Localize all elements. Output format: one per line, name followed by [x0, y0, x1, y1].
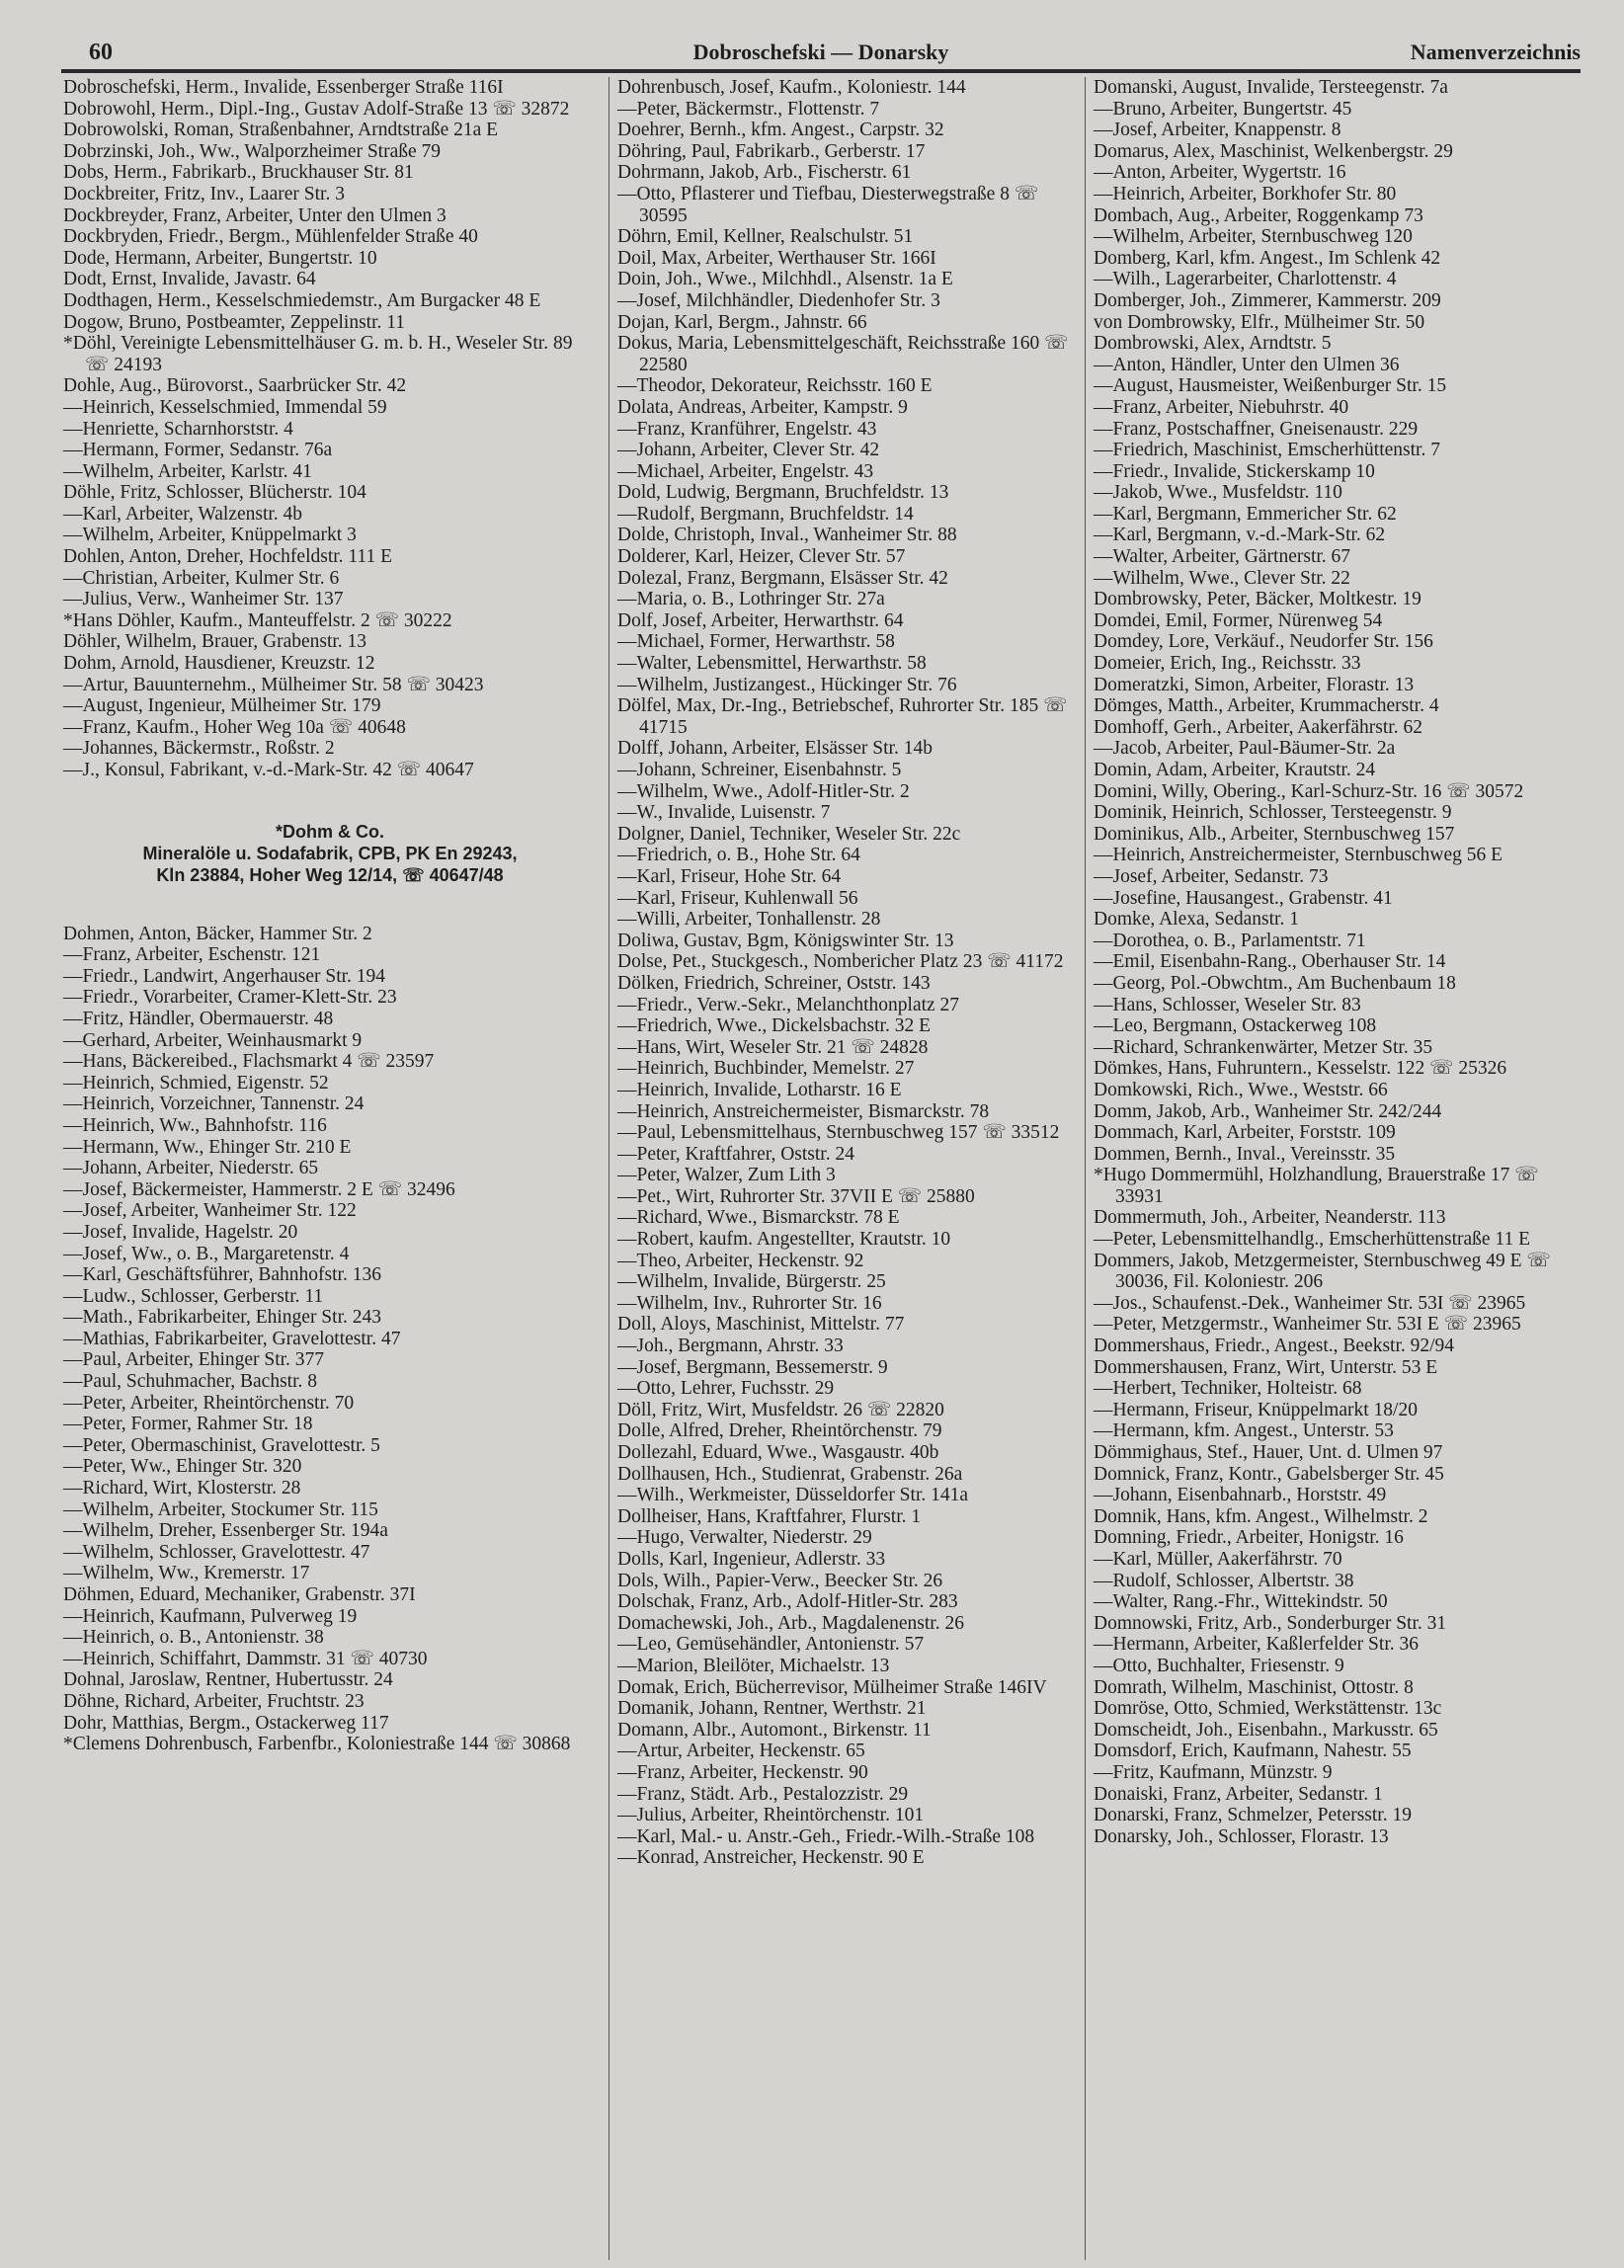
- directory-entry: —Heinrich, Buchbinder, Memelstr. 27: [617, 1058, 915, 1080]
- directory-entry: —Artur, Arbeiter, Heckenstr. 65: [617, 1741, 865, 1762]
- directory-entry: —Heinrich, Kesselschmied, Immendal 59: [63, 396, 387, 418]
- directory-entry: Doliwa, Gustav, Bgm, Königswinter Str. 13: [617, 930, 954, 951]
- directory-entry: —Fritz, Händler, Obermauerstr. 48: [63, 1008, 334, 1029]
- directory-entry: Dohle, Aug., Bürovorst., Saarbrücker Str. 42: [63, 375, 407, 397]
- directory-entry: Döhring, Paul, Fabrikarb., Gerberstr. 17: [617, 140, 926, 162]
- directory-entry: Domeratzki, Simon, Arbeiter, Florastr. 13: [1094, 674, 1415, 695]
- directory-entry: —Michael, Former, Herwarthstr. 58: [617, 631, 895, 653]
- directory-entry: Domdei, Emil, Former, Nürenweg 54: [1094, 609, 1383, 631]
- directory-entry: —Wilhelm, Inv., Ruhrorter Str. 16: [617, 1292, 882, 1314]
- directory-entry: —Peter, Obermaschinist, Gravelottestr. 5: [63, 1434, 380, 1456]
- directory-entry: —Franz, Arbeiter, Niebuhrstr. 40: [1094, 396, 1349, 418]
- directory-entry: —Johannes, Bäckermstr., Roßstr. 2: [63, 738, 335, 760]
- directory-entry: —Karl, Bergmann, v.-d.-Mark-Str. 62: [1094, 525, 1386, 546]
- directory-entry: Domrath, Wilhelm, Maschinist, Ottostr. 8: [1094, 1676, 1414, 1698]
- directory-entry: —Josef, Bäckermeister, Hammerstr. 2 E ☏ 32496: [63, 1178, 455, 1200]
- directory-entry: —Julius, Arbeiter, Rheintörchenstr. 101: [617, 1805, 925, 1826]
- directory-entry: Dommers, Jakob, Metzgermeister, Sternbuschweg 49 E ☏ 30036, Fil. Koloniestr. 206: [1094, 1250, 1551, 1293]
- directory-entry: Dollheiser, Hans, Kraftfahrer, Flurstr. 1: [617, 1505, 922, 1527]
- directory-entry: Dohrmann, Jakob, Arb., Fischerstr. 61: [617, 162, 912, 184]
- directory-entry: Dolata, Andreas, Arbeiter, Kampstr. 9: [617, 396, 908, 418]
- directory-entry: Dollezahl, Eduard, Wwe., Wasgaustr. 40b: [617, 1442, 939, 1463]
- directory-entry: —Robert, kaufm. Angestellter, Krautstr. 10: [617, 1229, 951, 1251]
- directory-entry: Dömges, Matth., Arbeiter, Krummacherstr. 4: [1094, 695, 1439, 717]
- directory-entry: —Peter, Kraftfahrer, Oststr. 24: [617, 1143, 854, 1165]
- column-3: [1085, 77, 1587, 2260]
- directory-entry: Dömmighaus, Stef., Hauer, Unt. d. Ulmen 97: [1094, 1442, 1443, 1463]
- directory-entry: —Paul, Schuhmacher, Bachstr. 8: [63, 1371, 318, 1393]
- directory-entry: —Leo, Gemüsehändler, Antonienstr. 57: [617, 1634, 925, 1656]
- directory-entry: —Heinrich, Schiffahrt, Dammstr. 31 ☏ 40730: [63, 1648, 428, 1669]
- directory-entry: Domröse, Otto, Schmied, Werkstättenstr. 13c: [1094, 1698, 1442, 1720]
- directory-entry: Dols, Wilh., Papier-Verw., Beecker Str. 26: [617, 1570, 943, 1591]
- directory-entry: —Heinrich, Schmied, Eigenstr. 52: [63, 1072, 329, 1094]
- directory-entry: —Michael, Arbeiter, Engelstr. 43: [617, 460, 874, 482]
- directory-entry: —Peter, Ww., Ehinger Str. 320: [63, 1456, 302, 1478]
- directory-entry: *Hans Döhler, Kaufm., Manteuffelstr. 2 ☏ 30222: [63, 609, 452, 631]
- directory-entry: Domini, Willy, Obering., Karl-Schurz-Str. 16 ☏ 30572: [1094, 780, 1524, 802]
- directory-entry: —Artur, Bauunternehm., Mülheimer Str. 58 ☏ 30423: [63, 674, 484, 695]
- directory-entry: Dominikus, Alb., Arbeiter, Sternbuschweg 157: [1094, 823, 1455, 845]
- directory-entry: —August, Ingenieur, Mülheimer Str. 179: [63, 695, 381, 717]
- directory-entry: Dohm, Arnold, Hausdiener, Kreuzstr. 12: [63, 653, 375, 675]
- directory-entry: —Anton, Arbeiter, Wygertstr. 16: [1094, 162, 1346, 184]
- directory-entry: Doil, Max, Arbeiter, Werthauser Str. 166I: [617, 247, 936, 269]
- directory-entry: Döhne, Richard, Arbeiter, Fruchtstr. 23: [63, 1690, 365, 1712]
- directory-entry: —Walter, Lebensmittel, Herwarthstr. 58: [617, 653, 927, 675]
- directory-entry: Donarsky, Joh., Schlosser, Florastr. 13: [1094, 1825, 1389, 1847]
- directory-entry: —Karl, Müller, Aakerfährstr. 70: [1094, 1548, 1342, 1570]
- directory-entry: —Leo, Bergmann, Ostackerweg 108: [1094, 1015, 1377, 1037]
- directory-entry: Dollhausen, Hch., Studienrat, Grabenstr. 26a: [617, 1463, 963, 1485]
- directory-entry: —Johann, Arbeiter, Clever Str. 42: [617, 440, 880, 461]
- directory-entry: Donarski, Franz, Schmelzer, Petersstr. 19: [1094, 1805, 1412, 1826]
- directory-entry: Dommermuth, Joh., Arbeiter, Neanderstr. 113: [1094, 1207, 1446, 1229]
- directory-entry: —Wilhelm, Dreher, Essenberger Str. 194a: [63, 1520, 388, 1542]
- directory-entry: Dobs, Herm., Fabrikarb., Bruckhauser Str. 81: [63, 162, 414, 184]
- directory-entry: Döhmen, Eduard, Mechaniker, Grabenstr. 37I: [63, 1584, 416, 1605]
- directory-entry: —Friedrich, o. B., Hohe Str. 64: [617, 845, 860, 866]
- directory-entry: —Mathias, Fabrikarbeiter, Gravelottestr. 47: [63, 1328, 401, 1349]
- directory-entry: Dölken, Friedrich, Schreiner, Oststr. 143: [617, 972, 931, 994]
- directory-entry: —Paul, Lebensmittelhaus, Sternbuschweg 157 ☏ 33512: [617, 1122, 1060, 1144]
- ad-line-1: Mineralöle u. Sodafabrik, CPB, PK En 29243,: [142, 843, 518, 863]
- directory-entry: —Bruno, Arbeiter, Bungertstr. 45: [1094, 98, 1352, 120]
- directory-entry: Dockbreyder, Franz, Arbeiter, Unter den Ulmen 3: [63, 204, 447, 226]
- directory-entry: Dommach, Karl, Arbeiter, Forststr. 109: [1094, 1122, 1396, 1144]
- directory-entry: —Friedrich, Wwe., Dickelsbachstr. 32 E: [617, 1015, 931, 1037]
- directory-entry: Domkowski, Rich., Wwe., Weststr. 66: [1094, 1079, 1388, 1100]
- directory-entry: —Maria, o. B., Lothringer Str. 27a: [617, 589, 885, 610]
- directory-entry: —Heinrich, Ww., Bahnhofstr. 116: [63, 1114, 327, 1136]
- directory-entry: —Josef, Arbeiter, Wanheimer Str. 122: [63, 1200, 357, 1222]
- directory-entry: Döll, Fritz, Wirt, Musfeldstr. 26 ☏ 22820: [617, 1399, 944, 1420]
- directory-entry: —Henriette, Scharnhorststr. 4: [63, 418, 293, 440]
- directory-entry: Domke, Alexa, Sedanstr. 1: [1094, 909, 1299, 931]
- section-title: Namenverzeichnis: [1410, 40, 1581, 64]
- directory-entry: —Wilhelm, Ww., Kremerstr. 17: [63, 1563, 310, 1584]
- column-1: [63, 77, 597, 1755]
- directory-entry: —Hermann, Arbeiter, Kaßlerfelder Str. 36: [1094, 1634, 1419, 1656]
- directory-entry: —Julius, Verw., Wanheimer Str. 137: [63, 589, 344, 610]
- ad-company-name: *Dohm & Co.: [276, 821, 384, 842]
- directory-entry: Dohrenbusch, Josef, Kaufm., Koloniestr. 144: [617, 77, 966, 98]
- directory-entry: —Wilhelm, Arbeiter, Stockumer Str. 115: [63, 1498, 378, 1520]
- directory-entry: —Friedr., Verw.-Sekr., Melanchthonplatz 27: [617, 994, 960, 1015]
- directory-entry: —Jos., Schaufenst.-Dek., Wanheimer Str. 53I ☏ 23965: [1094, 1292, 1526, 1314]
- directory-entry: —Walter, Arbeiter, Gärtnerstr. 67: [1094, 546, 1351, 568]
- directory-entry: —Wilhelm, Justizangest., Hückinger Str. 76: [617, 674, 957, 695]
- directory-entry: —August, Hausmeister, Weißenburger Str. 15: [1094, 375, 1447, 397]
- directory-entry: —Wilhelm, Arbeiter, Knüppelmarkt 3: [63, 525, 357, 546]
- directory-entry: Dohmen, Anton, Bäcker, Hammer Str. 2: [63, 923, 372, 944]
- directory-entry: Dolgner, Daniel, Techniker, Weseler Str. 22c: [617, 823, 961, 845]
- directory-entry: Domachewski, Joh., Arb., Magdalenenstr. 26: [617, 1612, 964, 1634]
- directory-entry: Dodt, Ernst, Invalide, Javastr. 64: [63, 269, 316, 290]
- directory-entry: —Friedr., Invalide, Stickerskamp 10: [1094, 460, 1375, 482]
- directory-entry: —Hans, Bäckereibed., Flachsmarkt 4 ☏ 23597: [63, 1051, 435, 1073]
- directory-entry: —Richard, Wirt, Klosterstr. 28: [63, 1478, 301, 1499]
- directory-entry: —Heinrich, Invalide, Lotharstr. 16 E: [617, 1079, 902, 1100]
- directory-entry: Dolse, Pet., Stuckgesch., Nombericher Platz 23 ☏ 41172: [617, 951, 1064, 973]
- directory-entry: —Friedr., Landwirt, Angerhauser Str. 194: [63, 965, 386, 987]
- directory-entry: Dobrzinski, Joh., Ww., Walporzheimer Straße 79: [63, 140, 442, 162]
- directory-entry: —Jakob, Wwe., Musfeldstr. 110: [1094, 482, 1342, 504]
- directory-entry: —Otto, Buchhalter, Friesenstr. 9: [1094, 1655, 1344, 1676]
- directory-entry: —Marion, Bleilöter, Michaelstr. 13: [617, 1655, 890, 1676]
- directory-entry: —Fritz, Kaufmann, Münzstr. 9: [1094, 1761, 1333, 1783]
- directory-entry: Dombach, Aug., Arbeiter, Roggenkamp 73: [1094, 204, 1423, 226]
- directory-entry: Dokus, Maria, Lebensmittelgeschäft, Reichsstraße 160 ☏ 22580: [617, 333, 1069, 375]
- directory-entry: —Otto, Pflasterer und Tiefbau, Diesterwegstraße 8 ☏ 30595: [617, 183, 1039, 226]
- column-2: [609, 77, 1078, 2260]
- directory-entry: Domsdorf, Erich, Kaufmann, Nahestr. 55: [1094, 1741, 1412, 1762]
- directory-entry: —Peter, Former, Rahmer Str. 18: [63, 1414, 313, 1435]
- directory-entry: —Rudolf, Bergmann, Bruchfeldstr. 14: [617, 503, 914, 525]
- directory-entry: Dobrowolski, Roman, Straßenbahner, Arndtstraße 21a E: [63, 120, 499, 141]
- directory-entry: Domarus, Alex, Maschinist, Welkenbergstr. 29: [1094, 140, 1453, 162]
- directory-entry: —Joh., Bergmann, Ahrstr. 33: [617, 1336, 844, 1357]
- directory-entry: —Walter, Rang.-Fhr., Wittekindstr. 50: [1094, 1591, 1388, 1613]
- directory-entry: Domscheidt, Joh., Eisenbahn., Markusstr. 65: [1094, 1719, 1438, 1741]
- directory-entry: —Wilhelm, Wwe., Adolf-Hitler-Str. 2: [617, 780, 910, 802]
- directory-entry: —Paul, Arbeiter, Ehinger Str. 377: [63, 1349, 325, 1371]
- directory-entry: —Franz, Kaufm., Hoher Weg 10a ☏ 40648: [63, 716, 406, 738]
- directory-entry: Dommershaus, Friedr., Angest., Beekstr. 92/94: [1094, 1336, 1455, 1357]
- directory-entry: Domberger, Joh., Zimmerer, Kammerstr. 209: [1094, 289, 1441, 311]
- directory-entry: —W., Invalide, Luisenstr. 7: [617, 802, 831, 824]
- directory-entry: —Josef, Milchhändler, Diedenhofer Str. 3: [617, 289, 940, 311]
- directory-entry: Domanik, Johann, Rentner, Werthstr. 21: [617, 1698, 927, 1720]
- directory-entry: Domeier, Erich, Ing., Reichsstr. 33: [1094, 653, 1361, 675]
- directory-entry: von Dombrowsky, Elfr., Mülheimer Str. 50: [1094, 311, 1425, 333]
- directory-entry: —Wilh., Werkmeister, Düsseldorfer Str. 141a: [617, 1485, 969, 1506]
- directory-entry: —Hermann, kfm. Angest., Unterstr. 53: [1094, 1420, 1394, 1442]
- directory-entry: —Josefine, Hausangest., Grabenstr. 41: [1094, 887, 1393, 909]
- directory-entry: —Hans, Wirt, Weseler Str. 21 ☏ 24828: [617, 1036, 929, 1058]
- directory-entry: —Anton, Händler, Unter den Ulmen 36: [1094, 354, 1400, 375]
- directory-entry: —Wilhelm, Arbeiter, Sternbuschweg 120: [1094, 226, 1413, 248]
- directory-entry: Domnick, Franz, Kontr., Gabelsberger Str. 45: [1094, 1463, 1444, 1485]
- directory-entry: Dolderer, Karl, Heizer, Clever Str. 57: [617, 546, 906, 568]
- directory-entry: Döhle, Fritz, Schlosser, Blücherstr. 104: [63, 482, 366, 504]
- directory-entry: Dolle, Alfred, Dreher, Rheintörchenstr. 79: [617, 1420, 942, 1442]
- directory-entry: Dojan, Karl, Bergm., Jahnstr. 66: [617, 311, 867, 333]
- directory-entry: Doll, Aloys, Maschinist, Mittelstr. 77: [617, 1314, 905, 1336]
- directory-entry: —Herbert, Techniker, Holteistr. 68: [1094, 1378, 1362, 1400]
- directory-entry: Domm, Jakob, Arb., Wanheimer Str. 242/244: [1094, 1100, 1442, 1122]
- directory-entry: Dombrowsky, Peter, Bäcker, Moltkestr. 19: [1094, 589, 1421, 610]
- directory-entry: —Franz, Kranführer, Engelstr. 43: [617, 418, 877, 440]
- directory-entry: —Pet., Wirt, Ruhrorter Str. 37VII E ☏ 25880: [617, 1185, 975, 1207]
- page-title: Dobroschefski — Donarsky: [692, 40, 949, 64]
- directory-entry: Dommen, Bernh., Inval., Vereinsstr. 35: [1094, 1143, 1396, 1165]
- directory-entry: Dode, Hermann, Arbeiter, Bungertstr. 10: [63, 247, 377, 269]
- directory-entry: —Ludw., Schlosser, Gerberstr. 11: [63, 1285, 324, 1307]
- directory-entry: Domdey, Lore, Verkäuf., Neudorfer Str. 156: [1094, 631, 1433, 653]
- directory-entry: —Wilhelm, Wwe., Clever Str. 22: [1094, 567, 1350, 589]
- directory-entry: Dohnal, Jaroslaw, Rentner, Hubertusstr. 24: [63, 1669, 393, 1691]
- directory-entry: —Karl, Bergmann, Emmericher Str. 62: [1094, 503, 1397, 525]
- directory-entry: —Johann, Eisenbahnarb., Horststr. 49: [1094, 1485, 1387, 1506]
- directory-entry: —Wilhelm, Invalide, Bürgerstr. 25: [617, 1271, 886, 1293]
- directory-entry: Dolls, Karl, Ingenieur, Adlerstr. 33: [617, 1548, 886, 1570]
- directory-entry: —Heinrich, Arbeiter, Borkhofer Str. 80: [1094, 183, 1397, 204]
- directory-entry: —Hermann, Former, Sedanstr. 76a: [63, 440, 333, 461]
- directory-entry: —Hermann, Ww., Ehinger Str. 210 E: [63, 1136, 352, 1158]
- directory-entry: Domak, Erich, Bücherrevisor, Mülheimer Straße 146IV: [617, 1676, 1047, 1698]
- directory-entry: —Hermann, Friseur, Knüppelmarkt 18/20: [1094, 1399, 1418, 1420]
- directory-entry: —Wilh., Lagerarbeiter, Charlottenstr. 4: [1094, 269, 1397, 290]
- directory-entry: —Peter, Lebensmittelhandlg., Emscherhüttenstraße 11 E: [1094, 1229, 1530, 1251]
- page-header: [61, 40, 1581, 65]
- directory-entry: —Josef, Arbeiter, Knappenstr. 8: [1094, 120, 1341, 141]
- directory-entry: —Josef, Invalide, Hagelstr. 20: [63, 1221, 298, 1243]
- directory-entry: —Peter, Walzer, Zum Lith 3: [617, 1165, 836, 1186]
- directory-entry: —Heinrich, Kaufmann, Pulverweg 19: [63, 1605, 358, 1627]
- directory-entry: —Jacob, Arbeiter, Paul-Bäumer-Str. 2a: [1094, 738, 1396, 760]
- directory-entry: —J., Konsul, Fabrikant, v.-d.-Mark-Str. 42 ☏ 40647: [63, 760, 474, 780]
- directory-entry: —Franz, Postschaffner, Gneisenaustr. 229: [1094, 418, 1419, 440]
- page-number: 60: [89, 40, 113, 65]
- directory-entry: —Johann, Schreiner, Eisenbahnstr. 5: [617, 760, 902, 780]
- directory-entry: —Otto, Lehrer, Fuchsstr. 29: [617, 1378, 835, 1400]
- directory-entry: —Emil, Eisenbahn-Rang., Oberhauser Str. 14: [1094, 951, 1446, 973]
- directory-entry: —Heinrich, Anstreichermeister, Bismarckstr. 78: [617, 1100, 990, 1122]
- directory-entry: Dominik, Heinrich, Schlosser, Tersteegenstr. 9: [1094, 802, 1452, 824]
- directory-entry: Domanski, August, Invalide, Tersteegenstr. 7a: [1094, 77, 1448, 98]
- directory-entry: Domann, Albr., Automont., Birkenstr. 11: [617, 1719, 932, 1741]
- directory-entry: —Christian, Arbeiter, Kulmer Str. 6: [63, 567, 340, 589]
- directory-entry: Domin, Adam, Arbeiter, Krautstr. 24: [1094, 760, 1376, 780]
- directory-entry: Dombrowski, Alex, Arndtstr. 5: [1094, 333, 1332, 355]
- directory-entry: Dömkes, Hans, Fuhruntern., Kesselstr. 122 ☏ 25326: [1094, 1058, 1507, 1080]
- directory-entry: Dohr, Matthias, Bergm., Ostackerweg 117: [63, 1712, 389, 1734]
- directory-entry: Döhler, Wilhelm, Brauer, Grabenstr. 13: [63, 631, 367, 653]
- directory-entry: —Josef, Bergmann, Bessemerstr. 9: [617, 1356, 888, 1378]
- directory-entry: —Heinrich, o. B., Antonienstr. 38: [63, 1627, 324, 1649]
- directory-entry: Dolezal, Franz, Bergmann, Elsässer Str. 42: [617, 567, 948, 589]
- directory-entry: —Math., Fabrikarbeiter, Ehinger Str. 243: [63, 1307, 381, 1329]
- directory-entry: Domnik, Hans, kfm. Angest., Wilhelmstr. 2: [1094, 1505, 1428, 1527]
- directory-entry: Dölfel, Max, Dr.-Ing., Betriebschef, Ruhrorter Str. 185 ☏ 41715: [617, 695, 1068, 738]
- directory-entry: —Willi, Arbeiter, Tonhallenstr. 28: [617, 909, 881, 931]
- directory-entry: —Peter, Arbeiter, Rheintörchenstr. 70: [63, 1392, 355, 1414]
- directory-entry: —Franz, Arbeiter, Heckenstr. 90: [617, 1761, 868, 1783]
- directory-entry: Dolff, Johann, Arbeiter, Elsässer Str. 14b: [617, 738, 933, 760]
- ad-line-2: Kln 23884, Hoher Weg 12/14, ☏ 40647/48: [156, 864, 504, 885]
- directory-entry: —Peter, Bäckermstr., Flottenstr. 7: [617, 98, 880, 120]
- directory-entry: *Clemens Dohrenbusch, Farbenfbr., Koloniestraße 144 ☏ 30868: [63, 1734, 571, 1755]
- directory-entry: —Karl, Friseur, Hohe Str. 64: [617, 865, 842, 887]
- header-rule: [61, 69, 1581, 73]
- directory-entry: —Friedrich, Maschinist, Emscherhüttenstr. 7: [1094, 440, 1440, 461]
- directory-entry: Domberg, Karl, kfm. Angest., Im Schlenk 42: [1094, 247, 1441, 269]
- directory-entry: —Franz, Arbeiter, Eschenstr. 121: [63, 944, 321, 966]
- directory-entry: Dolde, Christoph, Inval., Wanheimer Str. 88: [617, 525, 957, 546]
- directory-entry: Doehrer, Bernh., kfm. Angest., Carpstr. 32: [617, 120, 944, 141]
- directory-entry: Döhrn, Emil, Kellner, Realschulstr. 51: [617, 226, 914, 248]
- directory-entry: —Hugo, Verwalter, Niederstr. 29: [617, 1527, 872, 1549]
- directory-entry: —Georg, Pol.-Obwchtm., Am Buchenbaum 18: [1094, 972, 1456, 994]
- directory-entry: —Rudolf, Schlosser, Albertstr. 38: [1094, 1570, 1354, 1591]
- directory-entry: Dobroschefski, Herm., Invalide, Essenberger Straße 116I: [63, 77, 504, 98]
- directory-entry: —Heinrich, Vorzeichner, Tannenstr. 24: [63, 1094, 365, 1115]
- directory-entry: Domhoff, Gerh., Arbeiter, Aakerfährstr. 62: [1094, 716, 1422, 738]
- directory-entry: *Hugo Dommermühl, Holzhandlung, Brauerstraße 17 ☏ 33931: [1094, 1165, 1539, 1207]
- directory-entry: —Josef, Ww., o. B., Margaretenstr. 4: [63, 1243, 350, 1264]
- directory-entry: —Theo, Arbeiter, Heckenstr. 92: [617, 1250, 864, 1271]
- directory-entry: —Karl, Friseur, Kuhlenwall 56: [617, 887, 858, 909]
- advertisement-dohm-co: [63, 821, 597, 886]
- directory-entry: Dolf, Josef, Arbeiter, Herwarthstr. 64: [617, 609, 904, 631]
- directory-entry: Dockbryden, Friedr., Bergm., Mühlenfelder Straße 40: [63, 226, 478, 248]
- directory-entry: Dodthagen, Herm., Kesselschmiedemstr., Am Burgacker 48 E: [63, 289, 541, 311]
- directory-entry: —Gerhard, Arbeiter, Weinhausmarkt 9: [63, 1029, 363, 1051]
- directory-entry: —Konrad, Anstreicher, Heckenstr. 90 E: [617, 1847, 925, 1869]
- directory-entry: —Dorothea, o. B., Parlamentstr. 71: [1094, 930, 1366, 951]
- directory-entry: —Richard, Schrankenwärter, Metzer Str. 35: [1094, 1036, 1433, 1058]
- directory-entry: —Heinrich, Anstreichermeister, Sternbuschweg 56 E: [1094, 845, 1503, 866]
- directory-entry: —Hans, Schlosser, Weseler Str. 83: [1094, 994, 1361, 1015]
- directory-entry: —Karl, Geschäftsführer, Bahnhofstr. 136: [63, 1264, 381, 1286]
- directory-entry: —Peter, Metzgermstr., Wanheimer Str. 53I E ☏ 23965: [1094, 1314, 1521, 1336]
- directory-entry: —Josef, Arbeiter, Sedanstr. 73: [1094, 865, 1329, 887]
- directory-entry: Dobrowohl, Herm., Dipl.-Ing., Gustav Adolf-Straße 13 ☏ 32872: [63, 98, 570, 120]
- directory-entry: Dogow, Bruno, Postbeamter, Zeppelinstr. 11: [63, 311, 406, 333]
- directory-entry: Dolschak, Franz, Arb., Adolf-Hitler-Str. 283: [617, 1591, 958, 1613]
- directory-entry: Doin, Joh., Wwe., Milchhdl., Alsenstr. 1a E: [617, 269, 953, 290]
- directory-entry: —Theodor, Dekorateur, Reichsstr. 160 E: [617, 375, 933, 397]
- directory-entry: *Döhl, Vereinigte Lebensmittelhäuser G. m. b. H., Weseler Str. 89 ☏ 24193: [63, 333, 573, 375]
- directory-entry: —Wilhelm, Arbeiter, Karlstr. 41: [63, 460, 312, 482]
- directory-entry: —Wilhelm, Schlosser, Gravelottestr. 47: [63, 1541, 370, 1563]
- directory-entry: Dold, Ludwig, Bergmann, Bruchfeldstr. 13: [617, 482, 949, 504]
- directory-entry: Dommershausen, Franz, Wirt, Unterstr. 53 E: [1094, 1356, 1438, 1378]
- directory-entry: —Johann, Arbeiter, Niederstr. 65: [63, 1158, 319, 1179]
- directory-entry: Dockbreiter, Fritz, Inv., Laarer Str. 3: [63, 183, 345, 204]
- directory-entry: Donaiski, Franz, Arbeiter, Sedanstr. 1: [1094, 1783, 1383, 1805]
- directory-entry: Domning, Friedr., Arbeiter, Honigstr. 16: [1094, 1527, 1404, 1549]
- directory-entry: —Richard, Wwe., Bismarckstr. 78 E: [617, 1207, 900, 1229]
- directory-entry: —Franz, Städt. Arb., Pestalozzistr. 29: [617, 1783, 909, 1805]
- directory-entry: —Karl, Mal.- u. Anstr.-Geh., Friedr.-Wilh.-Straße 108: [617, 1825, 1035, 1847]
- directory-entry: Domnowski, Fritz, Arb., Sonderburger Str. 31: [1094, 1612, 1447, 1634]
- directory-entry: —Friedr., Vorarbeiter, Cramer-Klett-Str. 23: [63, 987, 397, 1009]
- directory-entry: —Karl, Arbeiter, Walzenstr. 4b: [63, 503, 303, 525]
- directory-entry: Dohlen, Anton, Dreher, Hochfeldstr. 111 E: [63, 546, 392, 568]
